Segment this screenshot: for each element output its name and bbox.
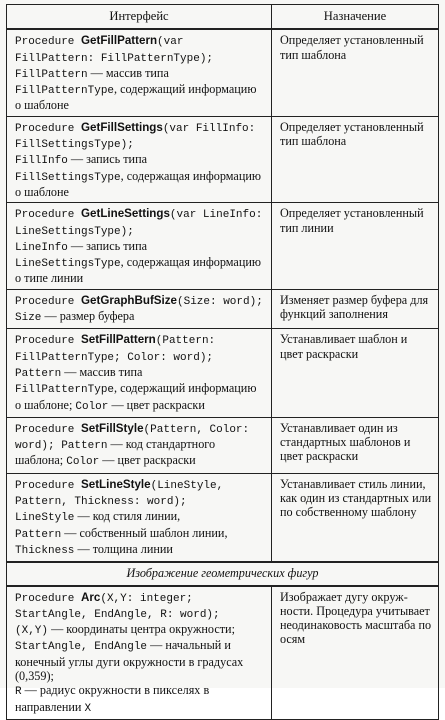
param-name: LineSettingsType: [15, 258, 121, 271]
param-name: FillPatternType: [15, 85, 115, 98]
procedure-name: SetLineStyle: [81, 477, 151, 491]
procedure-signature: (var LineInfo: LineSettingsType);: [15, 209, 263, 238]
param-note: — радиус окружности в пикселях в направлении: [15, 683, 210, 714]
param-note: — код стандартного шаблона;: [15, 437, 216, 468]
param-name: FillPattern: [15, 68, 88, 81]
param-note: — запись типа: [67, 238, 147, 253]
param-note: — массив типа: [61, 364, 143, 379]
procedure-signature: (Size: word);: [177, 295, 263, 308]
procedure-signature: (var FillPattern: FillPatternType);: [15, 36, 214, 65]
param-name: StartAngle, EndAngle: [15, 641, 148, 654]
procedure-keyword: Procedure: [15, 423, 82, 436]
param-note: , содержащая информацию о шаблоне: [15, 168, 261, 199]
interface-cell: [7, 203, 272, 289]
procedure-keyword: Procedure: [15, 209, 82, 222]
procedure-name: SetFillStyle: [81, 421, 144, 435]
interface-cell: [7, 29, 272, 116]
procedure-name: GetLineSettings: [81, 207, 170, 221]
table-row: [7, 29, 439, 116]
procedure-signature: (LineStyle, Pattern, Thickness: word);: [15, 479, 224, 509]
param-note: , содержащая информацию о типе линии: [15, 255, 261, 286]
param-note: — собственный шаблон линии,: [61, 525, 228, 540]
purpose-cell: Устанавливает шаблон и цвет раскраски: [272, 329, 439, 417]
purpose-cell: Изменяет размер буфера для функций заполнения: [272, 289, 439, 329]
param-name: X: [84, 702, 92, 715]
procedure-name: Arc: [81, 590, 101, 604]
param-name: Size: [15, 312, 42, 325]
procedure-name: SetFillPattern: [81, 333, 156, 347]
procedure-keyword: Procedure: [15, 335, 82, 348]
procedure-signature: (Pattern, Color: word);: [15, 423, 250, 453]
param-note: — цвет раскраски: [99, 453, 196, 468]
interface-cell: [7, 417, 272, 473]
param-note: , содержащий информацию о шаблоне;: [15, 381, 257, 412]
table-row: [7, 417, 439, 473]
section-title: Изображение геометрических фигур: [7, 562, 439, 585]
param-name: FillInfo: [15, 155, 68, 168]
param-note: — толщина линии: [74, 541, 173, 556]
param-note: — массив типа: [87, 65, 169, 80]
procedure-name: GetFillPattern: [81, 34, 158, 48]
param-note: — размер буфера: [41, 309, 135, 324]
procedure-keyword: Procedure: [15, 479, 82, 492]
interface-cell: [7, 473, 272, 562]
table-row: [7, 289, 439, 329]
param-note: , содержащий информацию о шаблоне: [15, 82, 257, 113]
table-row: [7, 473, 439, 562]
param-note: — запись типа: [67, 152, 147, 167]
procedure-name: GetGraphBufSize: [81, 293, 177, 307]
purpose-cell: Изображает дугу окружности. Процедура учитывает неодинаковость масштаба по осям: [272, 586, 439, 720]
param-name: (X,Y): [15, 625, 49, 638]
param-name: FillSettingsType: [15, 171, 121, 184]
interface-cell: [7, 329, 272, 417]
table-row: [7, 586, 439, 720]
table-header-row: [7, 5, 439, 30]
table-row: [7, 203, 439, 289]
interface-cell: [7, 116, 272, 202]
header-purpose: Назначение: [272, 5, 439, 30]
param-name: Color: [66, 456, 100, 469]
param-name: Thickness: [15, 544, 75, 557]
purpose-cell: Определяет установленный тип шаблона: [272, 116, 439, 202]
param-name: LineStyle: [15, 512, 75, 525]
param-note: — начальный и конечный углы дуги окружности в градусах (0,359);: [15, 638, 244, 683]
procedure-signature: (Pattern: FillPatternType; Color: word);: [15, 335, 216, 364]
param-name: R: [15, 686, 22, 699]
param-name: FillPatternType: [15, 384, 115, 397]
param-name: LineInfo: [15, 241, 68, 254]
purpose-cell: Определяет установленный тип линии: [272, 203, 439, 289]
param-note: — цвет раскраски: [108, 397, 205, 412]
procedure-keyword: Procedure: [15, 122, 82, 135]
param-name: Pattern: [15, 528, 62, 541]
param-note: — координаты центра окружности;: [48, 622, 235, 637]
purpose-cell: Определяет установленный тип шаблона: [272, 29, 439, 116]
param-name: Pattern: [54, 440, 108, 453]
interface-cell: [7, 586, 272, 720]
table-row: [7, 116, 439, 202]
procedure-signature: (X,Y: integer; StartAngle, EndAngle, R: word);: [15, 592, 220, 621]
header-interface: Интерфейс: [7, 5, 272, 30]
table-row: [7, 329, 439, 417]
interface-cell: [7, 289, 272, 329]
procedure-reference-table: [6, 4, 439, 720]
procedure-keyword: Procedure: [15, 592, 82, 605]
procedure-signature: (var FillInfo: FillSettingsType);: [15, 122, 256, 152]
procedure-keyword: Procedure: [15, 36, 82, 49]
purpose-cell: Устанавливает стиль линии, как один из стандартных или по собственному шаблону: [272, 473, 439, 562]
param-note: — код стиля линии,: [74, 509, 181, 524]
procedure-name: GetFillSettings: [81, 120, 163, 134]
purpose-cell: Устанавливает один из стандартных шаблонов и цвет раскраски: [272, 417, 439, 473]
procedure-keyword: Procedure: [15, 295, 82, 308]
param-name: Pattern: [15, 367, 62, 380]
section-row: [7, 562, 439, 585]
param-name: Color: [75, 400, 109, 413]
